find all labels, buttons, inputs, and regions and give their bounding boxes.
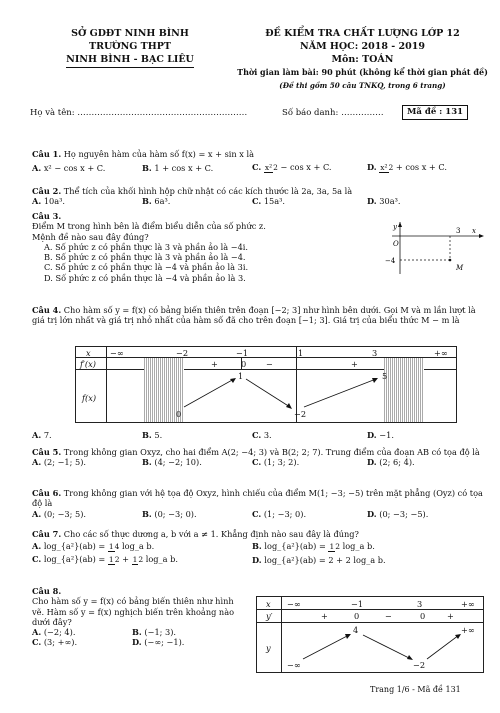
x-axis-arrow [479,234,484,238]
q2-D-text: 30a³. [379,196,401,207]
q6-text: Trong không gian với hệ tọa độ Oxyz, hình chiếu của điểm M(1; −3; −5) trên mặt phẳng (Oyz) có tọa độ là [32,488,483,509]
q7-B-num: 1 [329,542,335,552]
q7-C-mid: + [122,554,129,565]
q3-text-1: Điểm M trong hình bên là điểm biểu diễn của số phức z. [32,221,266,232]
q5-A-label: A. [32,457,42,468]
q8-y-2: −∞ [287,660,301,670]
department-name: SỞ GDĐT NINH BÌNH [71,28,189,39]
q8-x-1: −1 [351,599,364,609]
point-M [449,259,452,262]
q7-B-den: 2 [335,542,341,552]
q8-sign-0: + [321,611,328,621]
q2-C-label: C. [252,196,262,207]
school-year: NĂM HỌC: 2018 - 2019 [300,41,425,52]
fig-tick-minus4: −4 [385,257,396,265]
question-3 [32,211,332,283]
q8-C-text: (3; +∞). [43,637,78,648]
q4-f-0: 0 [176,409,182,419]
q4-x-4: 3 [372,348,378,358]
q8-C-label: C. [32,637,42,648]
q7-label: Câu 7. [32,529,62,539]
q7-C-label: C. [32,554,42,565]
q4-C-label: C. [252,430,262,440]
q8-B-text: (−1; 3). [144,627,177,637]
q5-D-text: (2; 6; 4). [379,457,415,468]
id-label: Số báo danh: …………… [282,108,384,118]
q4-A-label: A. [32,430,42,440]
q7-C-den2: 2 [138,555,144,565]
q1-text: Họ nguyên hàm của hàm số f(x) = x + sin x là [63,149,255,159]
q8-arrows [257,597,483,672]
q3-option-C: C. Số phức z có phần thực là −4 và phần ảo là 3i. [44,262,249,273]
q8-sign-2: − [385,611,392,621]
q4-arrows [76,347,456,422]
q1-C-den: 2 [273,163,278,173]
q7-A-den: 4 [114,542,120,552]
q7-A-label: A. [32,541,42,552]
q7-C-num: 1 [108,555,114,565]
q4-x-2: −1 [236,348,249,358]
q7-C-pre: log_{a²}(ab) = [43,554,106,565]
q4-A-text: 7. [43,430,52,440]
q7-C-post: log_a b. [145,554,178,565]
fig-x-label: x [472,227,476,235]
q3-label: Câu 3. [32,211,62,221]
q8-x-2: 3 [417,599,423,609]
q6-B-text: (0; −3; 0). [154,508,197,519]
q1-C-num: x² [264,163,273,173]
q1-B-label: B. [142,162,152,173]
q4-label: Câu 4. [32,305,62,315]
q4-x-5: +∞ [434,348,448,358]
q2-D-label: D. [367,196,377,207]
q2-text: Thể tích của khối hình hộp chữ nhật có các kích thước là 2a, 3a, 5a là [63,186,353,196]
q8-label: Câu 8. [32,586,62,596]
q5-D-label: D. [367,457,377,468]
q7-A-post: log_a b. [122,541,155,552]
time-limit: Thời gian làm bài: 90 phút (không kể thời gian phát đề) [237,67,488,77]
q8-A-label: A. [32,627,42,637]
q6-D-text: (0; −3; −5). [379,508,429,519]
q1-C-tail: − cos x + C. [280,162,332,173]
q7-C-num2: 1 [132,555,138,565]
q4-f-3: 5 [382,371,388,381]
q5-B-label: B. [142,457,152,468]
exam-code-box: Mã đề : 131 [402,105,468,120]
q7-D-label: D. [252,554,262,565]
q8-y-1: +∞ [461,625,475,635]
q4-text: Cho hàm số y = f(x) có bảng biến thiên trên đoạn [−2; 3] như hình bên dưới. Gọi M và m lần lượt là giá trị lớn nhất và giá trị nhỏ nhất của hàm số đã cho trên đoạn [−1; 3]. Giá trị của biểu thức M − m là [32,305,476,326]
q4-sign-3: + [351,359,358,369]
q5-A-text: (2; −1; 5). [43,457,87,468]
q6-B-label: B. [142,508,152,519]
q3-option-B: B. Số phức z có phần thực là 3 và phần ảo là −4. [44,252,246,262]
fig-tick-3: 3 [456,227,461,235]
q6-C-label: C. [252,508,262,519]
q3-option-A: A. Số phức z có phần thực là 3 và phần ảo là −4i. [44,241,249,252]
header-left [30,27,230,68]
q5-B-text: (4; −2; 10). [154,457,202,468]
q8-A-text: (−2; 4). [43,627,76,637]
question-6 [32,488,484,519]
q4-f-2: −2 [294,409,307,419]
q8-x-3: +∞ [461,599,475,609]
exam-title: ĐỀ KIỂM TRA CHẤT LƯỢNG LỚP 12 [265,28,460,39]
q2-label: Câu 2. [32,186,62,196]
q3-option-D: D. Số phức z có phần thực là −4 và phần ảo là 3. [44,272,246,283]
q3-text-2: Mệnh đề nào sau đây đúng? [32,231,149,242]
q6-label: Câu 6. [32,488,62,498]
q6-D-label: D. [367,508,377,519]
q4-D-label: D. [367,430,377,440]
q8-x-0: −∞ [287,599,301,609]
q4-B-label: B. [142,430,152,440]
q4-x-3: 1 [298,348,304,358]
q8-y-0: 4 [353,625,359,635]
q4-tbl-fprime: f′(x) [80,359,96,369]
fig-M-label: M [456,264,464,272]
q8-tbl-x: x [266,599,271,609]
q7-A-pre: log_{a²}(ab) = [43,541,106,552]
q8-sign-3: 0 [420,611,426,621]
page-footer: Trang 1/6 - Mã đề 131 [370,685,461,694]
q1-B-text: 1 + cos x + C. [154,162,214,173]
q8-B-label: B. [132,627,142,637]
q8-sign-1: 0 [354,611,360,621]
question-4 [32,305,484,326]
header-right [230,27,495,92]
q1-D-num: x² [380,163,388,173]
q4-f-1: 1 [238,371,244,381]
q8-D-label: D. [132,637,142,648]
exam-note: (Đề thi gồm 50 câu TNKQ, trong 6 trang) [279,81,446,90]
q8-tbl-yprime: y′ [266,611,273,621]
q5-C-label: C. [252,457,262,468]
q8-y-3: −2 [413,660,426,670]
q8-text: Cho hàm số y = f(x) có bảng biến thiên như hình vẽ. Hàm số y = f(x) nghịch biến trên khoảng nào dưới đây? [32,596,235,627]
subject: Môn: TOÁN [331,54,394,65]
q7-text: Cho các số thực dương a, b với a ≠ 1. Khẳng định nào sau đây là đúng? [63,529,359,539]
q3-complex-plane-figure [380,222,490,280]
q4-C-text: 3. [263,430,272,440]
fig-origin-label: O [393,240,399,248]
q8-variation-table [256,596,484,673]
q6-A-text: (0; −3; 5). [43,508,87,519]
q4-variation-table [75,346,457,423]
q2-A-text: 10a³. [43,196,65,207]
y-axis-arrow [398,222,402,227]
q2-B-text: 6a³. [154,196,171,207]
q7-B-label: B. [252,541,262,552]
question-8 [32,586,246,648]
question-5 [32,447,484,468]
question-1 [32,149,482,173]
q4-sign-2: − [266,359,273,369]
q2-B-label: B. [142,196,152,207]
q2-A-label: A. [32,196,42,207]
question-7 [32,529,484,565]
q8-sign-4: + [447,611,454,621]
q5-C-text: (1; 3; 2). [263,457,300,468]
q2-C-text: 15a³. [263,196,286,207]
q6-A-label: A. [32,508,42,519]
q4-sign-1: 0 [241,359,247,369]
q4-sign-0: + [211,359,218,369]
q6-C-text: (1; −3; 0). [263,508,307,519]
q5-label: Câu 5. [32,447,62,457]
q7-D-text: log_{a²}(ab) = 2 + 2 log_a b. [264,554,386,565]
q7-C-den: 2 [114,555,120,565]
question-2 [32,186,482,207]
q1-D-label: D. [367,162,377,173]
q4-options [32,430,472,440]
name-label: Họ và tên: …………………………………………………… [30,108,248,118]
q1-D-tail: + cos x + C. [395,162,447,173]
q4-B-text: 5. [154,430,163,440]
q1-label: Câu 1. [32,149,62,159]
fig-y-label: y [393,223,397,231]
q7-B-pre: log_{a²}(ab) = [264,541,326,552]
q1-D-den: 2 [388,163,394,173]
q4-x-0: −∞ [110,348,124,358]
q8-tbl-y: y [266,643,271,653]
q5-text: Trong không gian Oxyz, cho hai điểm A(2; −4; 3) và B(2; 2; 7). Trung điểm của đoạn AB có tọa độ là [63,447,480,457]
q4-tbl-x: x [86,348,91,358]
q8-D-text: (−∞; −1). [144,637,185,648]
q1-C-label: C. [252,162,262,173]
q7-B-post: log_a b. [342,541,375,552]
q7-A-num: 1 [108,542,114,552]
q4-tbl-f: f(x) [82,393,97,403]
q4-D-text: −1. [379,430,394,440]
school-type: TRƯỜNG THPT [89,41,171,52]
school-name: NINH BÌNH - BẠC LIÊU [66,53,194,68]
q1-A-label: A. [32,162,42,173]
q4-x-1: −2 [176,348,189,358]
q1-A-text: x² − cos x + C. [43,162,106,173]
